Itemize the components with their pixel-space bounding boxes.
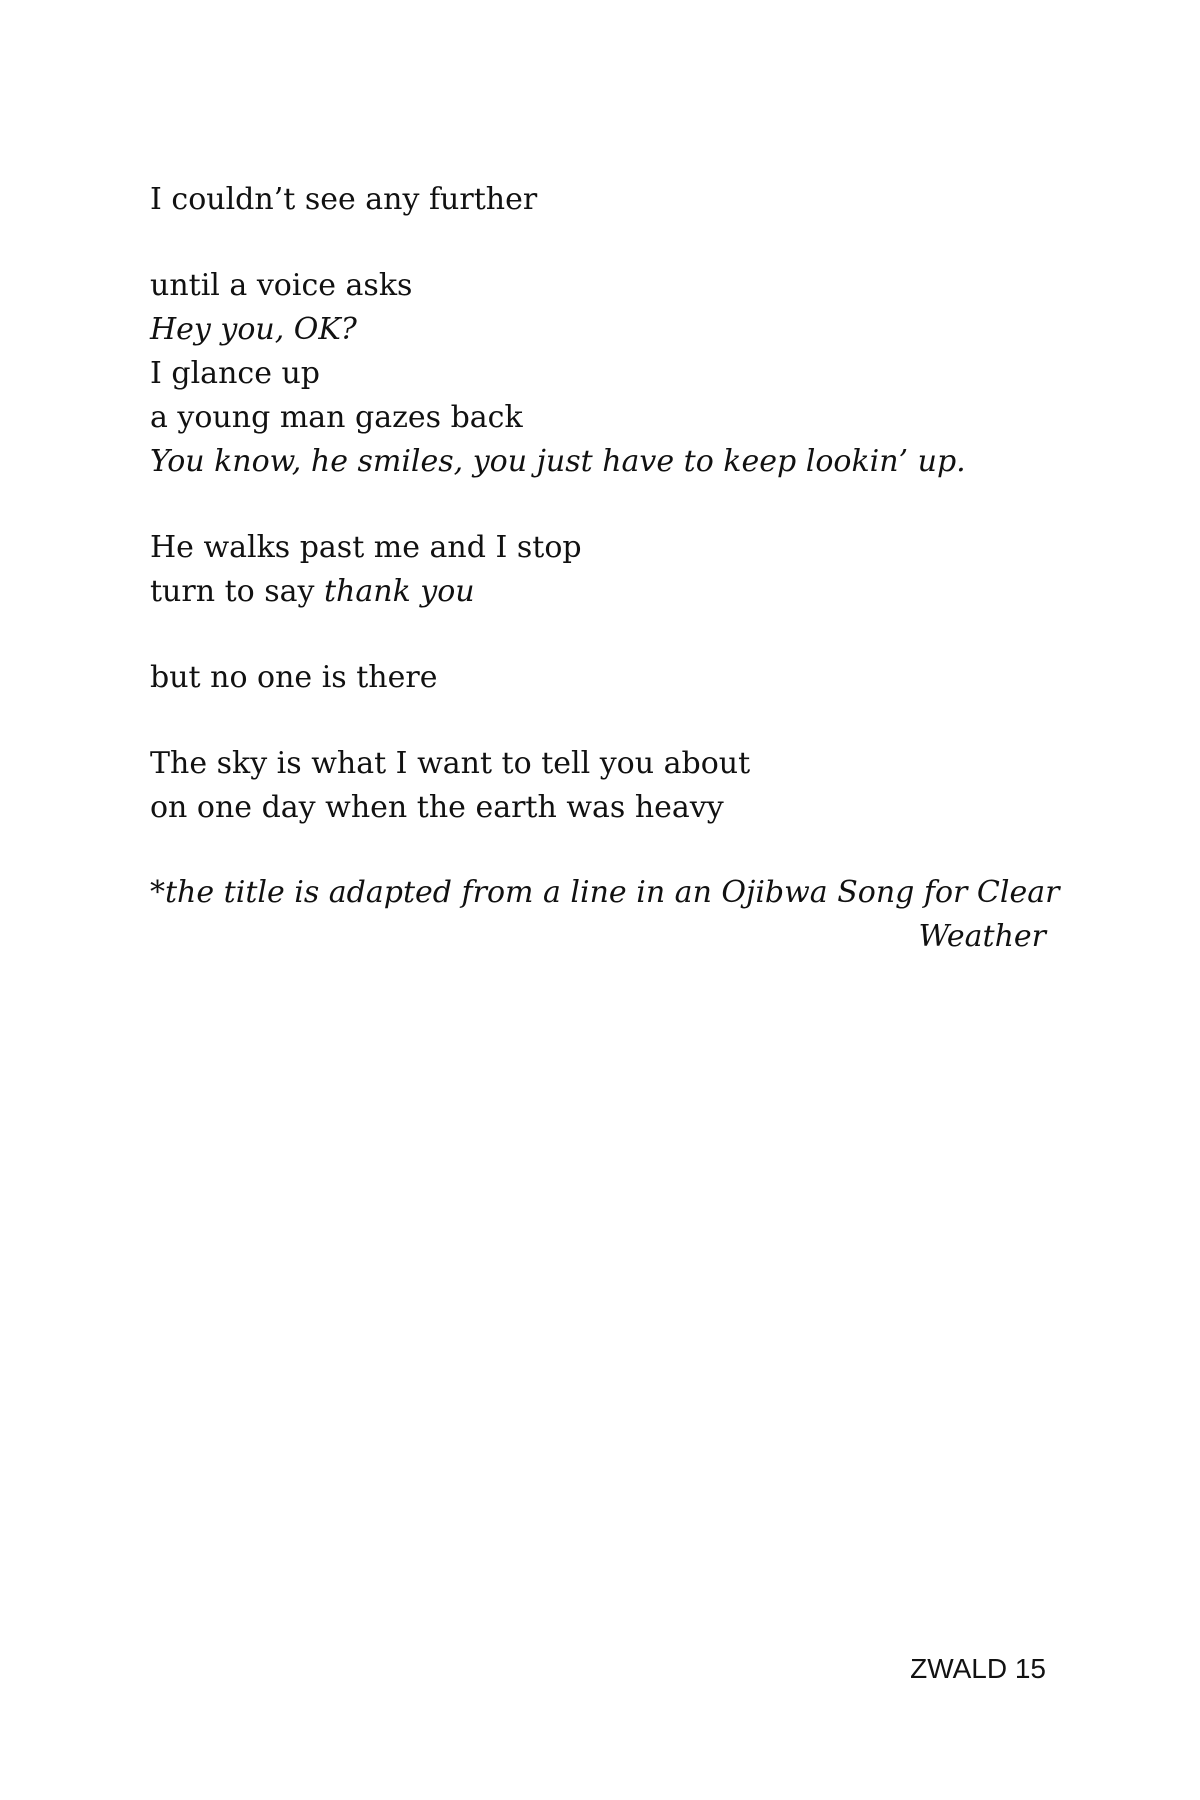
poem-line-italic-part: thank you xyxy=(324,574,475,609)
poem-line: until a voice asks xyxy=(150,268,413,303)
stanza-break xyxy=(150,222,1050,264)
poem-line-italic: You know, he smiles, you just have to keep lookin’ up. xyxy=(150,444,966,479)
footnote-line: *the title is adapted from a line in an Ojibwa Song for Clear xyxy=(150,875,1060,910)
poem-line-italic: Hey you, OK? xyxy=(150,312,357,347)
stanza-break xyxy=(150,614,1050,656)
title-footnote xyxy=(150,871,1060,959)
poem-line-plain-part: turn to say xyxy=(150,574,324,609)
poem-line: a young man gazes back xyxy=(150,400,523,435)
poem-line: I couldn’t see any further xyxy=(150,182,538,217)
poem-line: He walks past me and I stop xyxy=(150,530,582,565)
poem-line: The sky is what I want to tell you about xyxy=(150,746,751,781)
stanza-break xyxy=(150,700,1050,742)
poem-line: but no one is there xyxy=(150,660,438,695)
poem-line: on one day when the earth was heavy xyxy=(150,790,724,825)
poem-line: I glance up xyxy=(150,356,321,391)
stanza-break xyxy=(150,484,1050,526)
poem-line-mixed xyxy=(150,570,1050,614)
poem-body xyxy=(150,178,1050,830)
page-footer-label: ZWALD 15 xyxy=(910,1653,1046,1684)
footnote-line: Weather xyxy=(918,919,1046,954)
